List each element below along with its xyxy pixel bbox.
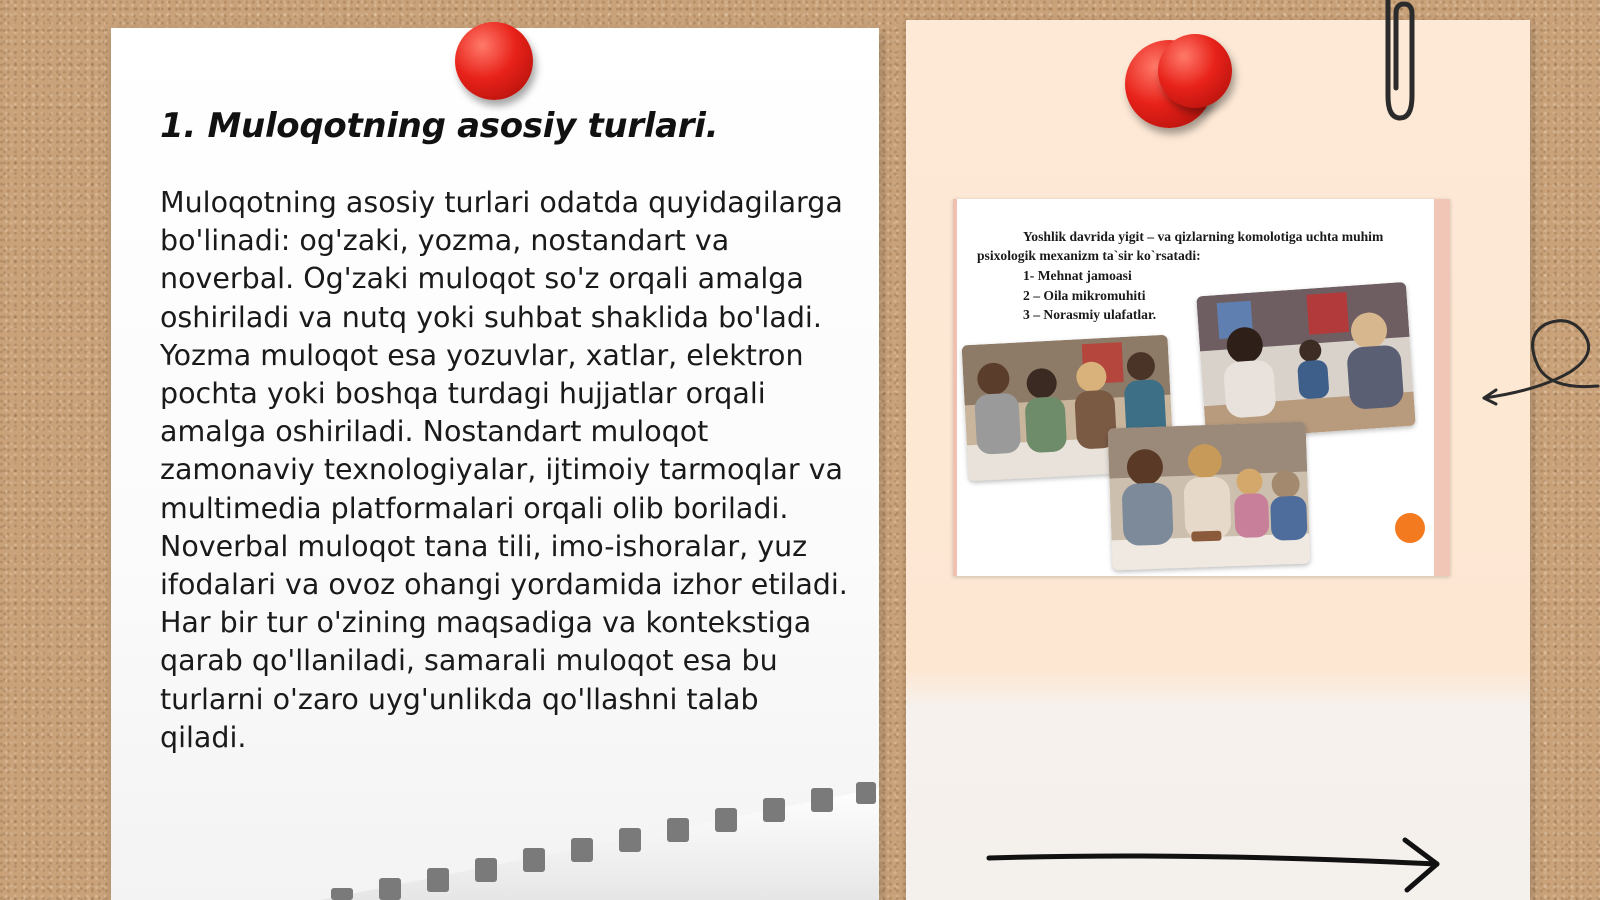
slide-edge-left — [953, 199, 957, 576]
slide-list-item: 2 – Oila mikromuhiti — [1023, 287, 1146, 303]
note-title: 1. Muloqotning asosiy turlari. — [160, 106, 719, 146]
photo-family — [1108, 422, 1311, 571]
push-pin-icon — [1158, 34, 1232, 108]
torn-edge-decoration — [111, 780, 879, 900]
slide-list-item: 1- Mehnat jamoasi — [1023, 268, 1132, 283]
squiggle-arrow-icon — [1480, 310, 1600, 410]
slide-list-item: 3 – Norasmiy ulafatlar. — [1023, 307, 1157, 322]
arrow-right-icon — [985, 836, 1447, 896]
slide-edge-right — [1434, 199, 1450, 576]
paperclip-icon — [1374, 0, 1422, 124]
orange-dot — [1395, 513, 1425, 543]
photo-friends-right — [1196, 282, 1416, 440]
slide-list — [1023, 266, 1156, 325]
slide-image — [953, 199, 1450, 576]
note-card-left — [111, 28, 879, 900]
slide-heading: Yoshlik davrida yigit – va qizlarning komolotiga uchta muhim psixologik mexanizm ta`sir ko`rsatadi: — [977, 229, 1384, 263]
note-body: Muloqotning asosiy turlari odatda quyidagilarga bo'linadi: og'zaki, yozma, nostandart va noverbal. Og'zaki muloqot so'z orqali amalga oshiriladi va nutq yoki suhbat shaklida bo'ladi. Yozma muloqot esa yozuvlar, xatlar, elektron pochta yoki boshqa turdagi hujjatlar orqali amalga oshiriladi. Nostandart muloqot zamonaviy texnologiyalar, ijtimoiy tarmoqlar va multimedia platformalari orqali olib boriladi. Noverbal muloqot tana tili, imo-ishoralar, yuz ifodalari va ovoz ohangi yordamida izhor etiladi. Har bir tur o'zining maqsadiga va kontekstiga qarab qo'llaniladi, samarali muloqot esa bu turlarni o'zaro uyg'unlikda qo'llashni talab qiladi. — [160, 186, 848, 754]
push-pin-icon — [455, 22, 533, 100]
